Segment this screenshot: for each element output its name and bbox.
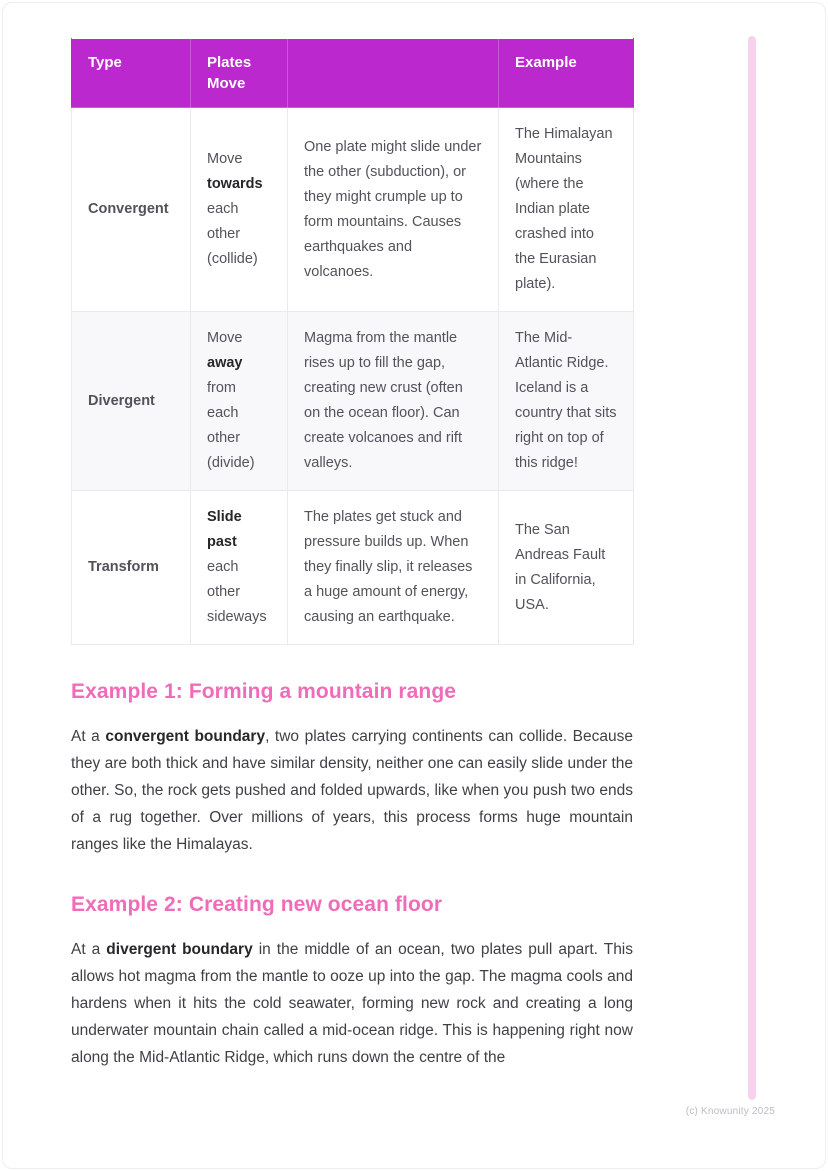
section-paragraph-example-2	[71, 936, 633, 1071]
paragraph-text-bold: convergent boundary	[105, 728, 266, 745]
type-cell: Convergent	[72, 108, 191, 312]
paragraph-text: , two plates carrying continents can collide. Because they are both thick and have similar density, neither one can easily slide under the other. So, the rock gets pushed and folded upwards, like when you push two ends of a rug together. Over millions of years, this process forms huge mountain ranges like the Himalayas.	[71, 728, 633, 853]
document-content	[71, 38, 633, 1071]
section-heading-example-2: Example 2: Creating new ocean floor	[71, 893, 443, 916]
move-text: Move	[207, 330, 243, 346]
table-header-description	[288, 39, 499, 108]
section-heading-example-1: Example 1: Forming a mountain range	[71, 680, 457, 703]
plates-move-cell	[191, 312, 288, 491]
example-cell: The Himalayan Mountains (where the Indian plate crashed into the Eurasian plate).	[499, 108, 634, 312]
paragraph-text: in the middle of an ocean, two plates pull apart. This allows hot magma from the mantle to ooze up into the gap. The magma cools and hardens when it hits the cold seawater, forming new rock and creating a long underwater mountain chain called a mid-ocean ridge. This is happening right now along the Mid-Atlantic Ridge, which runs down the centre of the	[71, 941, 634, 1066]
copyright-footer: (c) Knowunity 2025	[685, 1106, 775, 1117]
table-row-divergent	[72, 312, 634, 491]
move-text-bold: Slide past	[207, 509, 242, 550]
move-text: each other sideways	[207, 559, 267, 625]
paragraph-text-bold: divergent boundary	[106, 941, 253, 958]
type-cell: Divergent	[72, 312, 191, 491]
move-text: from each other (divide)	[207, 380, 255, 471]
plate-boundaries-table	[71, 38, 634, 645]
table-header-row	[72, 39, 634, 108]
table-header-type: Type	[72, 39, 191, 108]
section-paragraph-example-1	[71, 723, 633, 858]
description-cell: Magma from the mantle rises up to fill the gap, creating new crust (often on the ocean floor). Can create volcanoes and rift valleys.	[288, 312, 499, 491]
move-text-bold: away	[207, 355, 243, 371]
plates-move-cell	[191, 108, 288, 312]
page-edge-decoration-bar	[748, 36, 756, 1100]
plates-move-cell	[191, 491, 288, 645]
move-text: Move	[207, 151, 243, 167]
type-cell: Transform	[72, 491, 191, 645]
description-cell: The plates get stuck and pressure builds up. When they finally slip, it releases a huge amount of energy, causing an earthquake.	[288, 491, 499, 645]
example-cell: The San Andreas Fault in California, USA.	[499, 491, 634, 645]
table-row-transform	[72, 491, 634, 645]
description-cell: One plate might slide under the other (subduction), or they might crumple up to form mountains. Causes earthquakes and volcanoes.	[288, 108, 499, 312]
paragraph-text: At a	[71, 941, 107, 958]
table-header-example: Example	[499, 39, 634, 108]
example-cell: The Mid-Atlantic Ridge. Iceland is a country that sits right on top of this ridge!	[499, 312, 634, 491]
move-text-bold: towards	[207, 176, 263, 192]
paragraph-text: At a	[71, 728, 106, 745]
move-text: each other (collide)	[207, 201, 258, 267]
table-header-plates-move: Plates Move	[191, 39, 288, 108]
table-row-convergent	[72, 108, 634, 312]
